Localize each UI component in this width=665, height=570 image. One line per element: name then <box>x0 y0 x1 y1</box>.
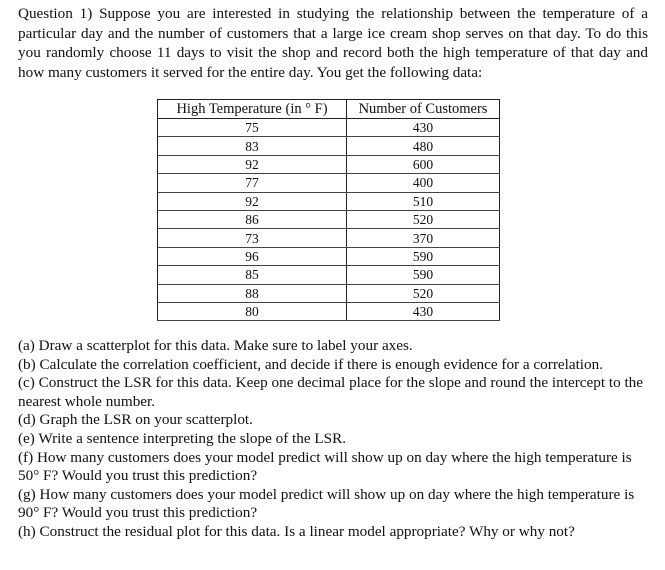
header-number-of-customers: Number of Customers <box>347 100 500 119</box>
table-row <box>158 192 500 210</box>
table-row <box>158 174 500 192</box>
temperature-cell: 92 <box>158 192 347 210</box>
temperature-cell: 77 <box>158 174 347 192</box>
part-c: (c) Construct the LSR for this data. Keep one decimal place for the slope and round the intercept to the nearest whole number. <box>18 374 644 410</box>
temperature-cell: 92 <box>158 155 347 173</box>
customers-cell: 600 <box>347 155 500 173</box>
table-row <box>158 266 500 284</box>
data-table-container <box>157 99 500 321</box>
question-intro <box>18 4 648 82</box>
table-row <box>158 302 500 320</box>
table-row <box>158 229 500 247</box>
customers-cell: 520 <box>347 210 500 228</box>
table-row <box>158 284 500 302</box>
question-parts <box>18 337 648 542</box>
customers-cell: 430 <box>347 119 500 137</box>
table-row <box>158 155 500 173</box>
header-high-temperature: High Temperature (in ° F) <box>158 100 347 119</box>
table-row <box>158 137 500 155</box>
customers-cell: 480 <box>347 137 500 155</box>
table-header-row <box>158 100 500 119</box>
part-b: (b) Calculate the correlation coefficient, and decide if there is enough evidence for a correlation. <box>18 355 604 373</box>
temperature-cell: 88 <box>158 284 347 302</box>
part-g: (g) How many customers does your model predict will show up on day where the high temperature is 90° F? Would you trust this prediction? <box>18 485 635 522</box>
customers-cell: 400 <box>347 174 500 192</box>
customers-cell: 590 <box>347 266 500 284</box>
temperature-cell: 83 <box>158 137 347 155</box>
part-f: (f) How many customers does your model predict will show up on day where the high temperature is 50° F? Would you trust this prediction? <box>18 448 632 485</box>
customers-cell: 590 <box>347 247 500 265</box>
question-text: Suppose you are interested in studying the relationship between the temperature of a particular day and the number of customers that a large ice cream shop serves on that day. To do this you randomly choose 11 days to visit the shop and record both the high temperature of that day and how many customers it served for the entire day. You get the following data: <box>18 5 648 81</box>
temperature-cell: 75 <box>158 119 347 137</box>
table-row <box>158 210 500 228</box>
question-label: Question 1) <box>18 5 93 22</box>
temperature-cell: 86 <box>158 210 347 228</box>
customers-cell: 510 <box>347 192 500 210</box>
part-h: (h) Construct the residual plot for this data. Is a linear model appropriate? Why or why not? <box>18 522 575 540</box>
temperature-cell: 96 <box>158 247 347 265</box>
temperature-cell: 73 <box>158 229 347 247</box>
customers-cell: 430 <box>347 302 500 320</box>
temperature-cell: 80 <box>158 302 347 320</box>
customers-cell: 520 <box>347 284 500 302</box>
table-row <box>158 247 500 265</box>
customers-cell: 370 <box>347 229 500 247</box>
part-e: (e) Write a sentence interpreting the slope of the LSR. <box>18 429 347 447</box>
data-table <box>157 99 500 321</box>
temperature-cell: 85 <box>158 266 347 284</box>
table-row <box>158 119 500 137</box>
part-a: (a) Draw a scatterplot for this data. Make sure to label your axes. <box>18 337 413 354</box>
part-d: (d) Graph the LSR on your scatterplot. <box>18 411 253 429</box>
